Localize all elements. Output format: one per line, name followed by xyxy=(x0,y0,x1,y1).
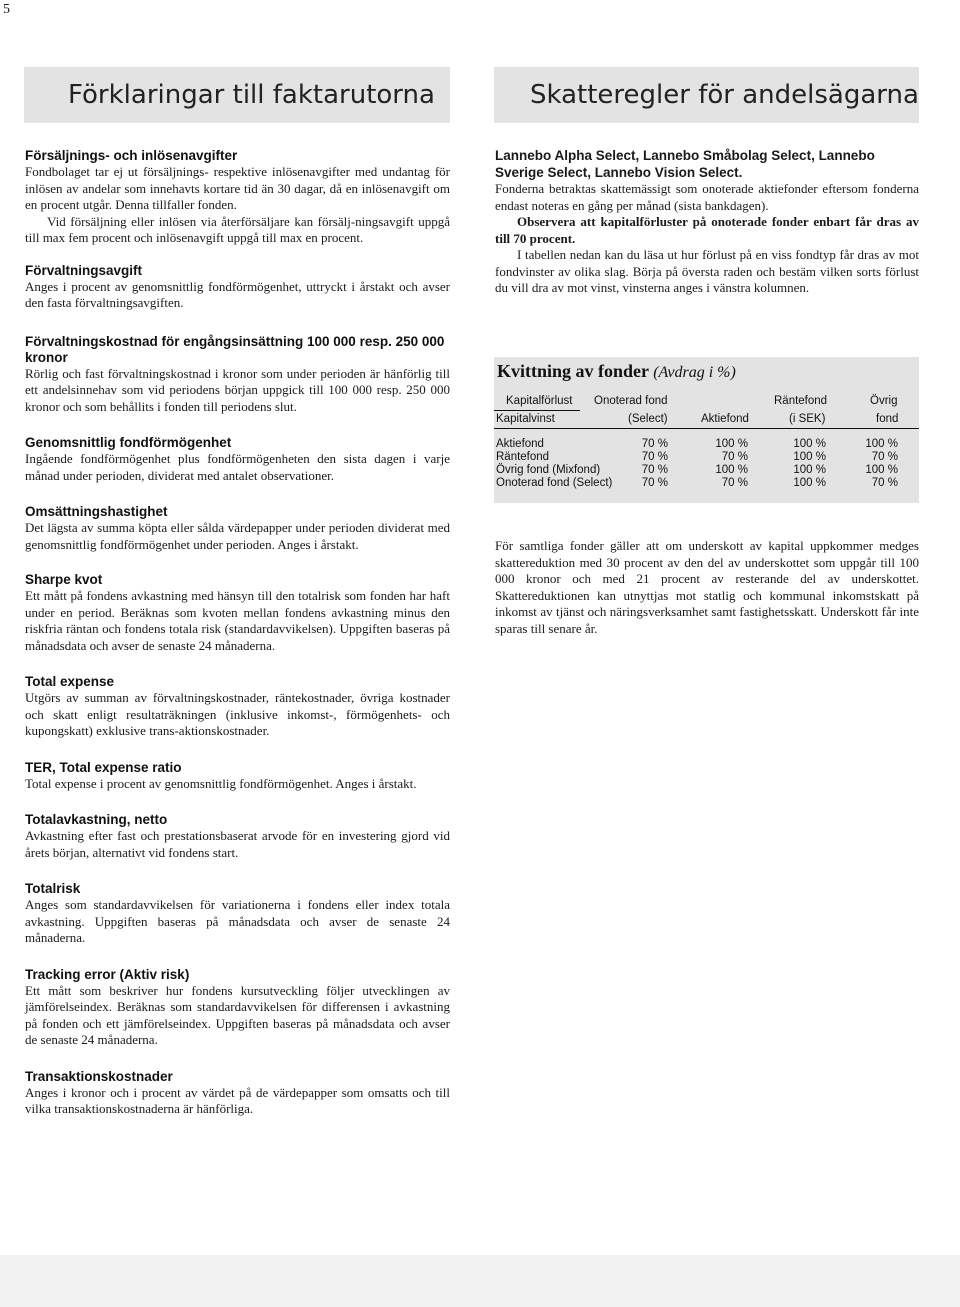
row-label: Övrig fond (Mixfond) xyxy=(496,464,601,476)
section-heading: TER, Total expense ratio xyxy=(25,759,182,775)
col-header-kapitalforlust: Kapitalförlust xyxy=(506,395,573,407)
row-value: 70 % xyxy=(641,464,668,476)
row-value: 100 % xyxy=(793,451,826,463)
section-text: Ett mått på fondens avkastning med hänsyn till den totalrisk som fonden har haft under en period. Beräknas som kvoten mellan fondens avkastning minus den riskfria räntan och fondens totala risk (standardavvikelsen). Uppgiften baseras på månadsdata och avser de senaste 24 månaderna. xyxy=(25,588,450,653)
col-header-rantefond: Räntefond xyxy=(774,395,828,407)
right-column xyxy=(495,148,919,297)
section-heading: Tracking error (Aktiv risk) xyxy=(25,966,190,982)
section-text: Utgörs av summan av förvaltningskostnader, räntekostnader, övriga kostnader och skatt enligt resultaträkningen (inklusive inkomst-, förmögenhets- och kupongskatt) exklusive trans-aktionskostnader. xyxy=(25,690,450,738)
page-number: 5 xyxy=(3,2,10,17)
right-paragraph: Fonderna betraktas skattemässigt som onoterade aktiefonder eftersom fonderna endast noteras en gång per månad (sista bankdagen). xyxy=(495,181,919,213)
col-header-aktiefond: Aktiefond xyxy=(701,413,749,425)
section-heading: Total expense xyxy=(25,674,115,689)
row-label: Räntefond xyxy=(496,451,550,463)
row-value: 100 % xyxy=(793,438,826,450)
kvittning-subtitle: (Avdrag i %) xyxy=(653,364,736,381)
banner-right: Skatteregler för andelsägarna xyxy=(494,67,919,123)
section-tracking-error xyxy=(25,967,450,1049)
section-text: Fondbolaget tar ej ut försäljnings- respektive inlösenavgifter med undantag för inlösen av andelar som innehavts kortare tid än 30 dagar, då en inlösenavgift om en procent utgår. Denna tillfaller fonden. xyxy=(25,164,450,212)
section-heading: Förvaltningskostnad för engångsinsättning 100 000 resp. 250 000 kronor xyxy=(25,333,445,365)
col-header-kapitalvinst: Kapitalvinst xyxy=(496,413,555,425)
right-paragraph: I tabellen nedan kan du läsa ut hur förlust på en viss fondtyp får dras av mot fondvinster av olika slag. Börja på översta raden och bestäm vilken sorts förlust du vill dra av mot vinst, vinsterna anges i vänstra kolumnen. xyxy=(495,247,919,295)
kvittning-title-text: Kvittning av fonder xyxy=(497,361,649,381)
section-text: Avkastning efter fast och prestationsbaserat arvode för en investering gjord vid årets början, alternativt vid fondens start. xyxy=(25,828,450,860)
section-heading: Transaktionskostnader xyxy=(25,1068,173,1084)
row-value: 100 % xyxy=(793,464,826,476)
section-text: Ett mått som beskriver hur fondens kursutveckling följer utvecklingen av jämförelseindex. Beräknas som standardavvikelsen för differensen i avkastning på fonden och ett jämförelseindex. Uppgiften baseras på månadsdata och avser de senaste 24 månaderna. xyxy=(25,982,450,1047)
row-value: 70 % xyxy=(641,477,668,489)
section-text: Rörlig och fast förvaltningskostnad i kronor som under perioden är hänförlig till ett andelsinnehav som vid periodens början uppgick till 100 000 resp. 250 000 kronor och som behållits i fonden till periodens slut. xyxy=(25,365,450,414)
section-totalavkastning xyxy=(25,812,450,861)
row-label: Aktiefond xyxy=(496,438,544,450)
section-forvaltningskostnad xyxy=(25,334,450,416)
section-heading: Förvaltningsavgift xyxy=(25,262,143,278)
section-sharpe-kvot xyxy=(25,572,450,654)
row-value: 70 % xyxy=(641,451,668,463)
section-text: Vid försäljning eller inlösen via återförsäljare kan försälj-ningsavgift uppgå till max fem procent och inlösenavgift uppgå till max en procent. xyxy=(25,213,450,245)
row-label: Onoterad fond (Select) xyxy=(496,477,613,489)
section-heading: Totalrisk xyxy=(25,881,81,896)
kvittning-title xyxy=(497,361,736,382)
section-text: Anges i kronor och i procent av värdet på de värdepapper som omsatts och till vilka transaktionskostnaderna är hänförliga. xyxy=(25,1084,450,1116)
section-heading: Sharpe kvot xyxy=(25,572,103,587)
section-genomsnittlig-fondformogenhet xyxy=(25,435,450,484)
row-value: 100 % xyxy=(715,464,748,476)
banner-left: Förklaringar till faktarutorna xyxy=(24,67,450,123)
section-text: Anges som standardavvikelsen för variationerna i fondens eller index totala avkastning. Uppgiften baseras på månadsdata och avser de senaste 24 månaderna. xyxy=(25,897,450,945)
observera-note: Observera att kapitalförluster på onoterade fonder enbart får dras av till 70 procent. xyxy=(495,214,919,246)
kvittning-table xyxy=(494,357,919,503)
section-forvaltningsavgift xyxy=(25,263,450,312)
header-divider xyxy=(494,410,580,411)
row-value: 70 % xyxy=(871,451,898,463)
section-total-expense xyxy=(25,674,450,740)
row-value: 100 % xyxy=(715,438,748,450)
section-text: Ingående fondförmögenhet plus fondförmögenheten den sista dagen i varje månad under perioden, dividerat med antalet observationer. xyxy=(25,451,450,483)
section-text: Total expense i procent av genomsnittlig fondförmögenhet. Anges i årstakt. xyxy=(25,775,417,791)
section-heading: Genomsnittlig fondförmögenhet xyxy=(25,435,232,450)
skattereduktion-block xyxy=(495,538,919,637)
lannebo-funds-heading: Lannebo Alpha Select, Lannebo Småbolag Select, Lannebo Sverige Select, Lannebo Vision Select. xyxy=(495,148,875,180)
header-bottom-rule xyxy=(494,428,919,429)
section-omsattningshastighet xyxy=(25,504,450,553)
col-header-fond: fond xyxy=(876,413,899,425)
row-value: 100 % xyxy=(865,464,898,476)
footer-band xyxy=(0,1255,960,1307)
row-value: 70 % xyxy=(721,477,748,489)
section-totalrisk xyxy=(25,881,450,947)
row-value: 70 % xyxy=(641,438,668,450)
section-text: Anges i procent av genomsnittlig fondförmögenhet, uttryckt i årstakt och avser den fasta förvaltningsavgiften. xyxy=(25,278,450,310)
section-transaktionskostnader xyxy=(25,1069,450,1118)
section-text: Det lägsta av summa köpta eller sålda värdepapper under perioden dividerat med genomsnittlig fondförmögenhet under perioden. Anges i årstakt. xyxy=(25,520,450,552)
section-forsaljningsavgifter xyxy=(25,148,450,247)
left-column xyxy=(25,148,450,1118)
skattereduktion-paragraph: För samtliga fonder gäller att om underskott av kapital uppkommer medges skattereduktion med 30 procent av den del av underskottet som uppgår till 100 000 kronor och med 21 procent av resterande del av underskottet. Skattereduktionen kan utnyttjas mot statlig och kommunal inkomstskatt på inkomst av tjänst och näringsverksamhet samt fastighetsskatt. Underskott får inte sparas till senare år. xyxy=(495,538,919,636)
section-heading: Totalavkastning, netto xyxy=(25,812,168,827)
col-header-onoterad-fond: Onoterad fond xyxy=(594,395,668,407)
col-header-i-sek: (i SEK) xyxy=(789,413,826,425)
row-value: 100 % xyxy=(793,477,826,489)
col-header-select: (Select) xyxy=(628,413,668,425)
section-heading: Försäljnings- och inlösenavgifter xyxy=(25,148,238,163)
section-ter xyxy=(25,760,450,793)
col-header-ovrig: Övrig xyxy=(870,395,898,407)
row-value: 70 % xyxy=(721,451,748,463)
row-value: 100 % xyxy=(865,438,898,450)
row-value: 70 % xyxy=(871,477,898,489)
section-heading: Omsättningshastighet xyxy=(25,504,168,519)
